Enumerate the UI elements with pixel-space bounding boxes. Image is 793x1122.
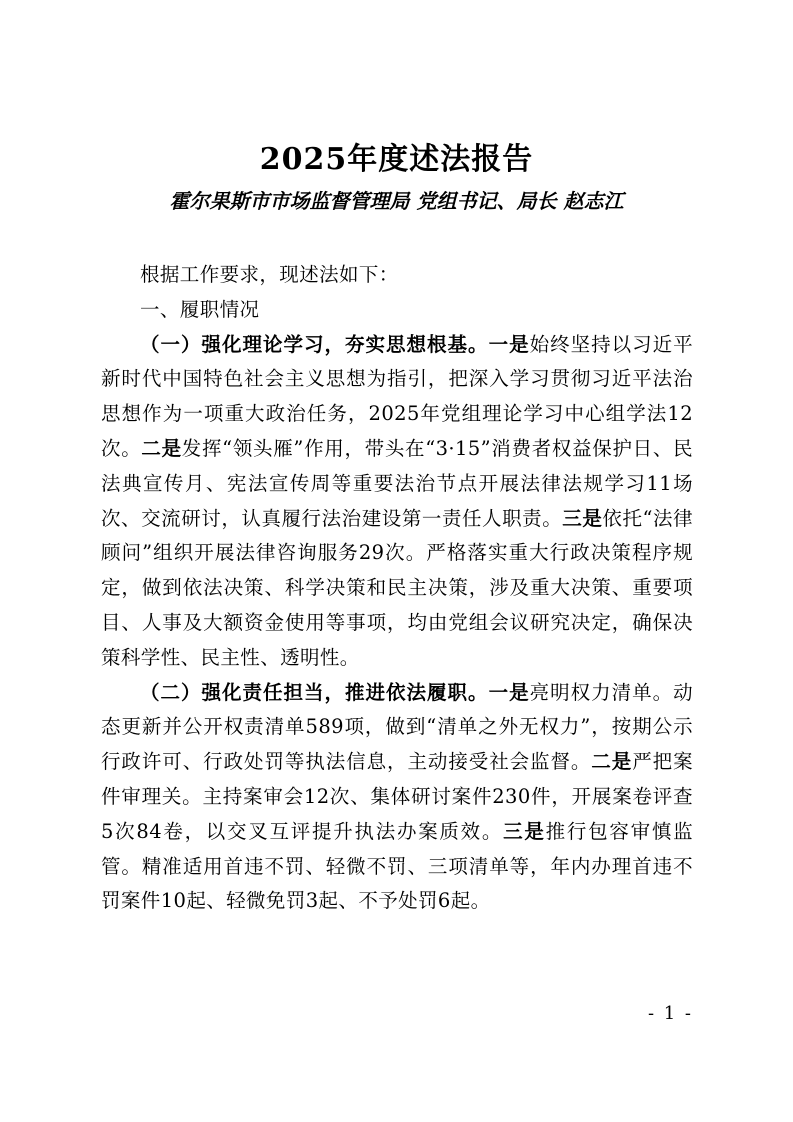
point-marker-first: 一是: [488, 332, 530, 356]
point-marker-second: 二是: [591, 750, 633, 774]
paragraph-theory-study: [101, 328, 693, 676]
page-subtitle-author: 霍尔果斯市市场监督管理局 党组书记、局长 赵志江: [169, 189, 624, 213]
page-title: 2025年度述法报告: [259, 142, 534, 177]
paragraph-responsibility: [101, 676, 693, 920]
page-number: - 1 -: [647, 1003, 693, 1024]
point-marker-first: 一是: [488, 680, 530, 704]
point-text-third: 推行包容审慎监管。精准适用首违不罚、轻微不罚、三项清单等，年内办理首违不罚案件10起、轻微免罚3起、不予处罚6起。: [101, 819, 693, 913]
intro-paragraph: 根据工作要求，现述法如下：: [140, 263, 399, 286]
point-text-third: 依托“法律顾问”组织开展法律咨询服务29次。严格落实重大行政决策程序规定，做到依法决策、科学决策和民主决策，涉及重大决策、重要项目、人事及大额资金使用等事项，均由党组会议研究决定，确保决策科学性、民主性、透明性。: [101, 506, 693, 669]
point-marker-second: 二是: [141, 436, 182, 460]
paragraph-lead: （二）强化责任担当，推进依法履职。: [140, 680, 489, 704]
point-text-second: 严把案件审理关。主持案审会12次、集体研讨案件230件，开展案卷评查5次84卷，以交叉互评提升执法办案质效。: [101, 750, 693, 843]
point-marker-third: 三是: [562, 506, 603, 530]
section-heading-performance: 一、履职情况: [140, 297, 260, 321]
point-text-first: 亮明权力清单。动态更新并公开权责清单589项，做到“清单之外无权力”，按期公示行政许可、行政处罚等执法信息，主动接受社会监督。: [101, 680, 693, 774]
point-text-second: 发挥“领头雁”作用，带头在“3·15”消费者权益保护日、民法典宣传月、宪法宣传周等重要法治节点开展法律法规学习11场次、交流研讨，认真履行法治建设第一责任人职责。: [101, 436, 693, 530]
paragraph-lead: （一）强化理论学习，夯实思想根基。: [140, 332, 489, 356]
document-body: [101, 258, 693, 919]
point-marker-third: 三是: [503, 819, 546, 843]
point-text-first: 始终坚持以习近平新时代中国特色社会主义思想为指引，把深入学习贯彻习近平法治思想作为一项重大政治任务，2025年党组理论学习中心组学法12次。: [101, 332, 693, 460]
